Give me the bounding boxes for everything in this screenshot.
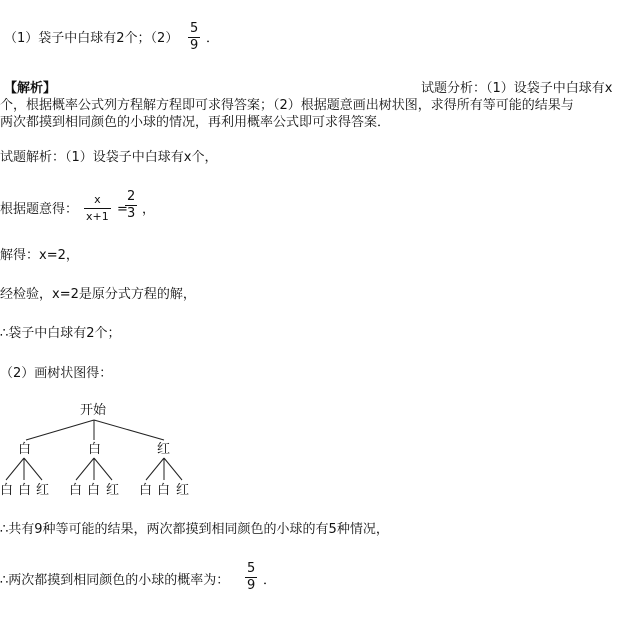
answer-fraction-denominator: 9 xyxy=(190,38,199,53)
answer-part1: （1）袋子中白球有2个；（2） xyxy=(4,31,179,46)
tree-level2-node: 红 xyxy=(36,483,50,498)
tree-level2-node: 红 xyxy=(106,483,120,498)
equation-fraction-left xyxy=(84,193,111,224)
final-prefix: ∴两次都摸到相同颜色的小球的概率为： xyxy=(0,573,230,588)
answer-fraction-numerator: 5 xyxy=(190,21,199,36)
tree-root: 开始 xyxy=(80,403,107,418)
equation-suffix: ， xyxy=(142,202,156,217)
part2-line: （2）画树状图得： xyxy=(0,366,113,381)
tree-level2-node: 白 xyxy=(87,483,101,498)
equation-fraction-left-numerator: x xyxy=(94,193,101,206)
tree-level1-node: 白 xyxy=(88,442,102,457)
answer-suffix: ． xyxy=(206,31,220,46)
tree-level2-node: 白 xyxy=(0,483,14,498)
tree-level2-node: 红 xyxy=(176,483,190,498)
final-fraction-denominator: 9 xyxy=(247,578,256,593)
analysis-line2: 个，根据概率公式列方程解方程即可求得答案；（2）根据题意画出树状图，求得所有等可能的结果与 xyxy=(0,98,574,113)
tree-level2-node: 白 xyxy=(157,483,171,498)
final-suffix: ． xyxy=(263,573,277,588)
tree-level1-node: 红 xyxy=(157,442,171,457)
equation-fraction-right xyxy=(125,190,137,221)
outcomes-line: ∴共有9种等可能的结果，两次都摸到相同颜色的小球的有5种情况， xyxy=(0,522,389,537)
conclusion1-line: ∴袋子中白球有2个； xyxy=(0,326,121,341)
equation-prefix: 根据题意得： xyxy=(0,202,79,217)
analysis-tag: 【解析】 xyxy=(4,81,57,96)
equation-fraction-left-denominator: x+1 xyxy=(86,210,109,223)
check-line: 经检验，x=2是原分式方程的解， xyxy=(0,287,196,302)
solve-line: 解得：x=2， xyxy=(0,248,79,263)
tree-level2-node: 白 xyxy=(18,483,32,498)
answer-fraction xyxy=(188,22,200,53)
tree-level2-node: 白 xyxy=(139,483,153,498)
tree-level2-node: 白 xyxy=(69,483,83,498)
solution-intro: 试题解析：（1）设袋子中白球有x个， xyxy=(0,150,218,165)
final-fraction-numerator: 5 xyxy=(247,561,256,576)
equation-fraction-right-denominator: 3 xyxy=(127,206,136,221)
equation-fraction-right-numerator: 2 xyxy=(127,189,136,204)
final-fraction xyxy=(245,562,257,593)
analysis-line1: 试题分析：（1）设袋子中白球有x xyxy=(421,81,613,96)
equation-equals: = xyxy=(117,202,128,217)
tree-level1-node: 白 xyxy=(18,442,32,457)
analysis-line3: 两次都摸到相同颜色的小球的情况，再利用概率公式即可求得答案． xyxy=(0,115,391,130)
